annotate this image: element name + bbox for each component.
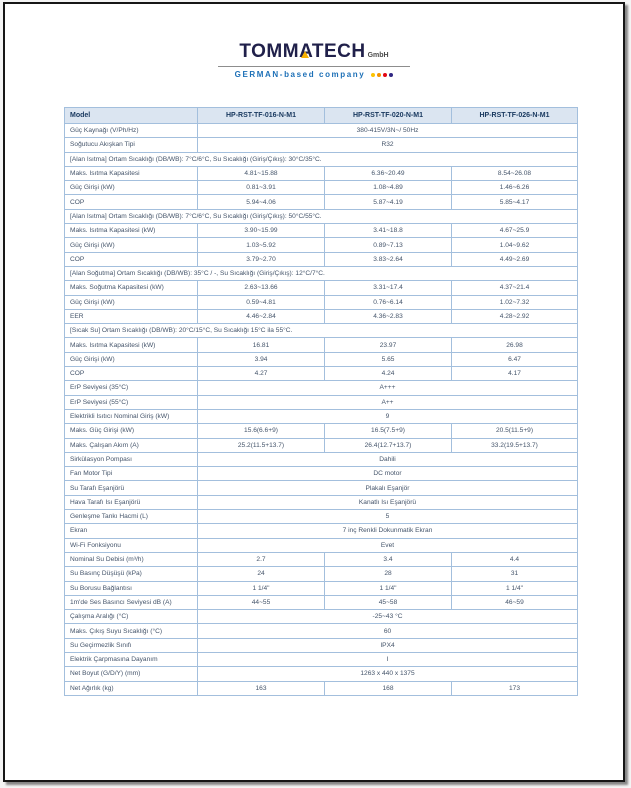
row-value: 9: [198, 409, 578, 423]
row-value: 2.7: [198, 552, 325, 566]
logo-dots: [369, 73, 393, 77]
row-value: 4.17: [452, 367, 578, 381]
brand-logo: [5, 42, 623, 79]
row-label: Su Tarafı Eşanjörü: [65, 481, 198, 495]
row-value: 1.46~6.26: [452, 181, 578, 195]
table-row: [65, 295, 578, 309]
row-label: Güç Girişi (kW): [65, 181, 198, 195]
row-value: R32: [198, 138, 578, 152]
row-label: EER: [65, 309, 198, 323]
table-row: [65, 438, 578, 452]
table-row: [65, 195, 578, 209]
row-value: 4.37~21.4: [452, 281, 578, 295]
row-value: 0.89~7.13: [325, 238, 452, 252]
row-label: Maks. Çalışan Akım (A): [65, 438, 198, 452]
row-label: Net Boyut (G/D/Y) (mm): [65, 667, 198, 681]
table-row: [65, 667, 578, 681]
table-row: [65, 367, 578, 381]
row-label: Güç Girişi (kW): [65, 295, 198, 309]
row-value: 2.63~13.66: [198, 281, 325, 295]
row-value: 3.90~15.99: [198, 224, 325, 238]
row-value: 4.27: [198, 367, 325, 381]
table-row: [65, 652, 578, 666]
row-label: Maks. Güç Girişi (kW): [65, 424, 198, 438]
row-label: Maks. Isıtma Kapasitesi (kW): [65, 338, 198, 352]
row-label: Ekran: [65, 524, 198, 538]
row-value: A++: [198, 395, 578, 409]
row-value: 31: [452, 567, 578, 581]
row-value: IPX4: [198, 638, 578, 652]
table-row: [65, 409, 578, 423]
row-value: 46~59: [452, 595, 578, 609]
row-value: 0.76~6.14: [325, 295, 452, 309]
logo-divider: [218, 66, 410, 67]
brand-wordmark: [239, 42, 388, 61]
table-row: [65, 524, 578, 538]
row-value: 5.85~4.17: [452, 195, 578, 209]
row-label: Çalışma Aralığı (°C): [65, 610, 198, 624]
row-value: 4.67~25.9: [452, 224, 578, 238]
row-value: 33.2(19.5+13.7): [452, 438, 578, 452]
table-row: [65, 638, 578, 652]
section-label: [Alan Isıtma] Ortam Sıcaklığı (DB/WB): 7°C/6°C, Su Sıcaklığı (Giriş/Çıkış): 50°C/55°C.: [65, 209, 578, 223]
brand-suffix: GmbH: [367, 52, 389, 59]
row-value: 16.81: [198, 338, 325, 352]
row-value: 1.02~7.32: [452, 295, 578, 309]
row-value: 3.4: [325, 552, 452, 566]
row-label: Güç Girişi (kW): [65, 238, 198, 252]
row-value: 3.79~2.70: [198, 252, 325, 266]
row-value: 8.54~26.08: [452, 166, 578, 180]
table-row: [65, 352, 578, 366]
brand-dot-icon: [389, 73, 393, 77]
table-row: [65, 209, 578, 223]
row-value: 4.28~2.92: [452, 309, 578, 323]
table-row: [65, 595, 578, 609]
row-value: 1.08~4.89: [325, 181, 452, 195]
table-row: [65, 495, 578, 509]
row-label: Elektrik Çarpmasına Dayanım: [65, 652, 198, 666]
row-value: Dahili: [198, 452, 578, 466]
row-label: Elektrikli Isıtıcı Nominal Giriş (kW): [65, 409, 198, 423]
header-model-label: Model: [65, 108, 198, 124]
table-row: [65, 538, 578, 552]
row-value: 26.98: [452, 338, 578, 352]
row-label: Genleşme Tankı Hacmi (L): [65, 510, 198, 524]
header-model-name: HP-RST-TF-020-N-M1: [325, 108, 452, 124]
row-value: 1263 x 440 x 1375: [198, 667, 578, 681]
row-value: 5.65: [325, 352, 452, 366]
table-row: [65, 181, 578, 195]
table-row: [65, 166, 578, 180]
row-value: 0.81~3.91: [198, 181, 325, 195]
row-value: 3.41~18.8: [325, 224, 452, 238]
row-label: Net Ağırlık (kg): [65, 681, 198, 695]
brand-tagline-row: [5, 70, 623, 79]
row-label: 1m'de Ses Basıncı Seviyesi dB (A): [65, 595, 198, 609]
row-value: 6.47: [452, 352, 578, 366]
row-value: 168: [325, 681, 452, 695]
row-value: 1 1/4": [198, 581, 325, 595]
brand-tagline: GERMAN-based company: [234, 70, 366, 79]
row-label: Nominal Su Debisi (m³/h): [65, 552, 198, 566]
row-value: 1 1/4": [452, 581, 578, 595]
table-header-row: [65, 108, 578, 124]
row-value: 28: [325, 567, 452, 581]
row-label: Maks. Çıkış Suyu Sıcaklığı (°C): [65, 624, 198, 638]
table-row: [65, 581, 578, 595]
table-row: [65, 338, 578, 352]
row-label: Wi-Fi Fonksiyonu: [65, 538, 198, 552]
section-label: [Sıcak Su] Ortam Sıcaklığı (DB/WB): 20°C/15°C, Su Sıcaklığı 15°C ila 55°C.: [65, 324, 578, 338]
logo-triangle-icon: [301, 51, 309, 58]
table-row: [65, 238, 578, 252]
table-row: [65, 381, 578, 395]
table-row: [65, 510, 578, 524]
table-row: [65, 552, 578, 566]
row-label: Su Basınç Düşüşü (kPa): [65, 567, 198, 581]
table-row: [65, 395, 578, 409]
row-value: 4.46~2.84: [198, 309, 325, 323]
row-label: Maks. Isıtma Kapasitesi: [65, 166, 198, 180]
row-label: Hava Tarafı Isı Eşanjörü: [65, 495, 198, 509]
table-row: [65, 567, 578, 581]
table-row: [65, 424, 578, 438]
row-value: 60: [198, 624, 578, 638]
section-label: [Alan Isıtma] Ortam Sıcaklığı (DB/WB): 7°C/6°C, Su Sıcaklığı (Giriş/Çıkış): 30°C/35°C.: [65, 152, 578, 166]
table-row: [65, 467, 578, 481]
row-label: Güç Girişi (kW): [65, 352, 198, 366]
table-row: [65, 481, 578, 495]
row-label: Su Geçirmezlik Sınıfı: [65, 638, 198, 652]
row-value: 173: [452, 681, 578, 695]
row-label: Güç Kaynağı (V/Ph/Hz): [65, 124, 198, 138]
brand-name: TOMMATECH: [239, 41, 366, 62]
table-row: [65, 610, 578, 624]
row-value: 1 1/4": [325, 581, 452, 595]
table-row: [65, 452, 578, 466]
row-label: Sirkülasyon Pompası: [65, 452, 198, 466]
row-label: ErP Seviyesi (35°C): [65, 381, 198, 395]
row-value: 20.5(11.5+9): [452, 424, 578, 438]
row-value: Evet: [198, 538, 578, 552]
row-label: COP: [65, 195, 198, 209]
row-value: 5: [198, 510, 578, 524]
row-label: Soğutucu Akışkan Tipi: [65, 138, 198, 152]
row-value: 3.31~17.4: [325, 281, 452, 295]
table-row: [65, 138, 578, 152]
brand-dot-icon: [377, 73, 381, 77]
table-row: [65, 309, 578, 323]
row-value: 3.83~2.64: [325, 252, 452, 266]
row-value: 4.36~2.83: [325, 309, 452, 323]
row-value: 3.94: [198, 352, 325, 366]
row-value: 26.4(12.7+13.7): [325, 438, 452, 452]
brand-dot-icon: [383, 73, 387, 77]
row-value: 7 inç Renkli Dokunmatik Ekran: [198, 524, 578, 538]
header-model-name: HP-RST-TF-016-N-M1: [198, 108, 325, 124]
row-value: 163: [198, 681, 325, 695]
row-label: Su Borusu Bağlantısı: [65, 581, 198, 595]
row-label: Maks. Isıtma Kapasitesi (kW): [65, 224, 198, 238]
table-row: [65, 224, 578, 238]
row-value: 25.2(11.5+13.7): [198, 438, 325, 452]
datasheet-page: [3, 2, 625, 782]
row-value: 24: [198, 567, 325, 581]
table-row: [65, 281, 578, 295]
section-label: [Alan Soğutma] Ortam Sıcaklığı (DB/WB): 35°C / -, Su Sıcaklığı (Giriş/Çıkış): 12°C/7°C.: [65, 266, 578, 280]
table-row: [65, 252, 578, 266]
row-value: -25~43 °C: [198, 610, 578, 624]
row-value: 6.36~20.49: [325, 166, 452, 180]
header-model-name: HP-RST-TF-026-N-M1: [452, 108, 578, 124]
row-value: 16.5(7.5+9): [325, 424, 452, 438]
table-row: [65, 624, 578, 638]
table-row: [65, 681, 578, 695]
table-row: [65, 124, 578, 138]
row-value: 44~55: [198, 595, 325, 609]
row-value: 5.94~4.06: [198, 195, 325, 209]
row-value: DC motor: [198, 467, 578, 481]
row-label: Fan Motor Tipi: [65, 467, 198, 481]
row-value: 5.87~4.19: [325, 195, 452, 209]
row-value: A+++: [198, 381, 578, 395]
row-value: 4.81~15.88: [198, 166, 325, 180]
table-row: [65, 266, 578, 280]
row-value: 23.97: [325, 338, 452, 352]
row-value: Plakalı Eşanjör: [198, 481, 578, 495]
row-label: ErP Seviyesi (55°C): [65, 395, 198, 409]
row-value: 15.6(6.6+9): [198, 424, 325, 438]
row-value: 4.24: [325, 367, 452, 381]
table-row: [65, 152, 578, 166]
row-value: 380-415V/3N~/ 50Hz: [198, 124, 578, 138]
row-label: COP: [65, 367, 198, 381]
row-value: I: [198, 652, 578, 666]
row-label: Maks. Soğutma Kapasitesi (kW): [65, 281, 198, 295]
row-label: COP: [65, 252, 198, 266]
row-value: 4.49~2.69: [452, 252, 578, 266]
row-value: 1.03~5.92: [198, 238, 325, 252]
brand-dot-icon: [371, 73, 375, 77]
row-value: 1.04~9.62: [452, 238, 578, 252]
row-value: 45~58: [325, 595, 452, 609]
row-value: Kanatlı Isı Eşanjörü: [198, 495, 578, 509]
table-row: [65, 324, 578, 338]
spec-table: [64, 107, 578, 696]
row-value: 0.59~4.81: [198, 295, 325, 309]
row-value: 4.4: [452, 552, 578, 566]
